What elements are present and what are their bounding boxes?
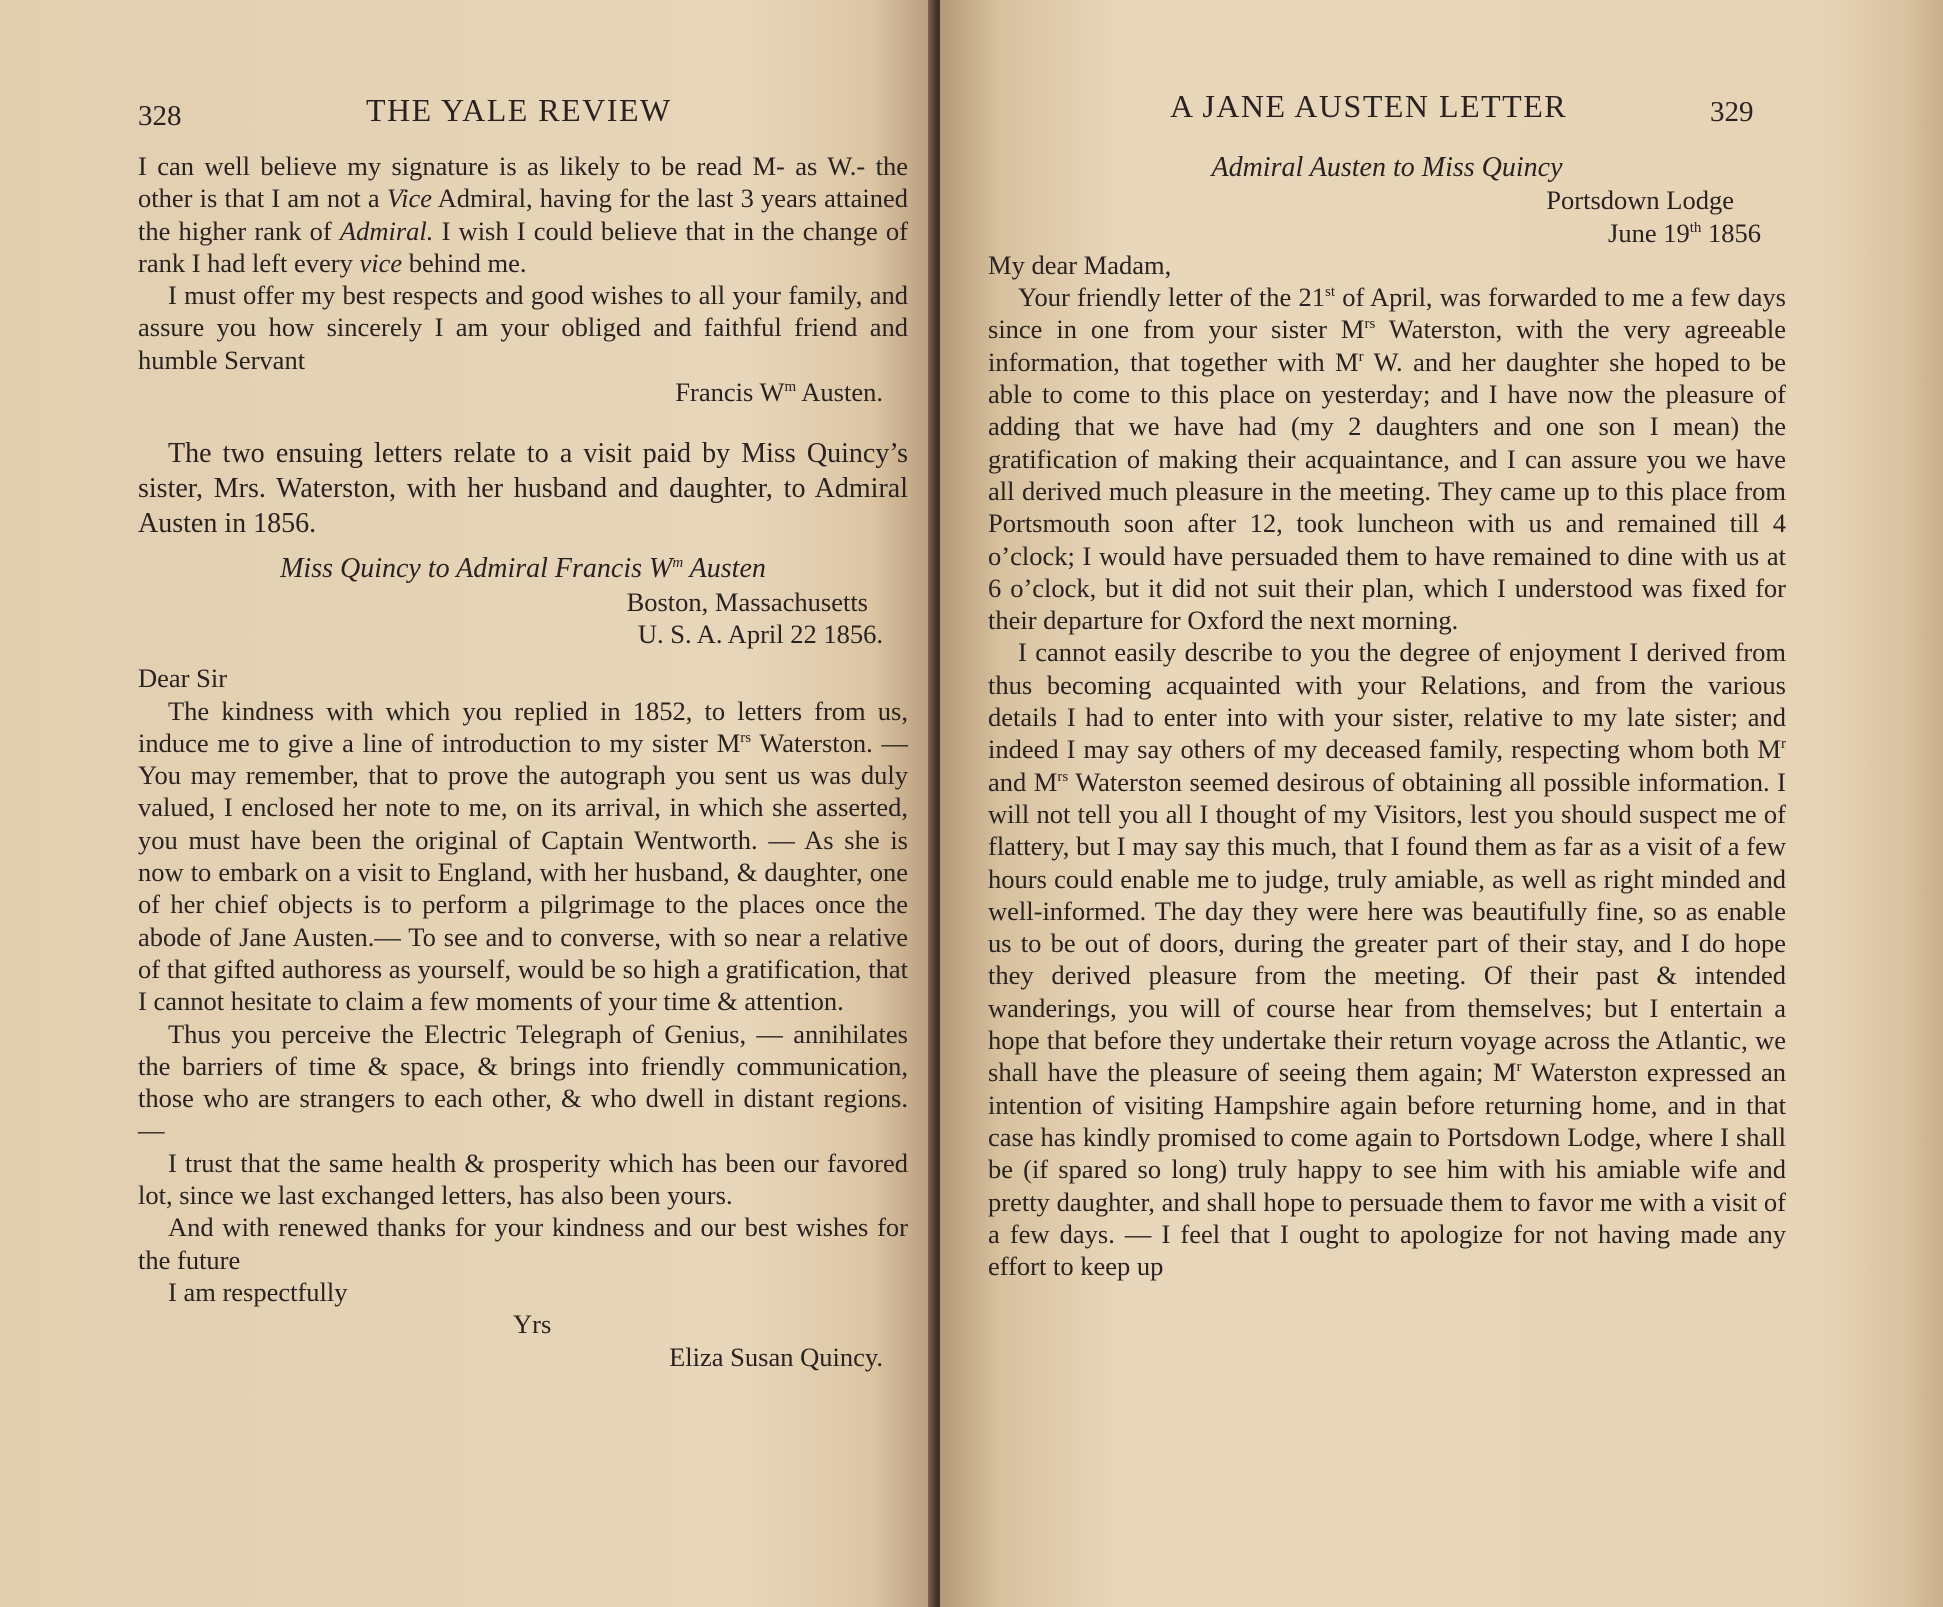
paragraph: I trust that the same health & prosperity which has been our favored lot, since we last exchanged letters, has also been yours. [138,1147,908,1211]
salutation: My dear Madam, [988,249,1172,280]
closing-yrs: Yrs [513,1309,552,1340]
page-number-right: 329 [1710,96,1754,128]
paragraph: I must offer my best respects and good wishes to all your family, and assure you how sincerely I am your obliged and faithful friend and humble Servant [138,280,908,375]
paragraph: And with renewed thanks for your kindness and our best wishes for the future [138,1212,908,1275]
closing: I am respectfully [168,1276,348,1307]
date-line: U. S. A. April 22 1856. [637,618,883,649]
paragraph: Your friendly letter of the 21st of April, was forwarded to me a few days since in one from your sister $M^{rs}$ Waterston, with the very agreeable information, that together with $M^r$ W. and her daughter she hoped to be able to come to this place on yesterday; and I have now the pleasure of adding that we have had (my 2 daughters and one son I mean) the gratification of making their acquaintance, and I can assure you we have all derived much pleasure in the meeting. They came up to this place from Portsmouth soon after 12, took luncheon with us and remained till 4 o’clock; I would have persuaded them to have remained to dine with us at 6 o’clock, but it did not suit their plan, which I understood was fixed for their departure for Oxford the next morning. [988,282,1786,636]
paragraph: I cannot easily describe to you the degree of enjoyment I derived from thus becoming acquainted with your Relations, and from the various details I had to enter into with your sister, relative to my late sister; and indeed I may say others of my deceased family, respecting whom both $M^r$ and $M^{rs}$ Waterston seemed desirous of obtaining all possible information. I will not tell you all I thought of my Visitors, lest you should suspect me of flattery, but I may say this much, that I found them as far as a visit of a few hours could enable me to judge, truly amiable, as well as right minded and well-informed. The day they were here was beautifully fine, so as enable us to be out of doors, during the greater part of their stay, and I do hope they derived pleasure from the meeting. Of their past & intended wanderings, you will of course hear from themselves; but I entertain a hope that before they undertake their return voyage across the Atlantic, we shall have the pleasure of seeing them again; $M^r$ Waterston expressed an intention of visiting Hampshire again before returning home, and in that case has kindly promised to come again to Portsdown Lodge, where I shall be (if spared so long) truly happy to see him with his amiable wife and pretty daughter, and shall hope to persuade them to favor me with a visit of a few days. — I feel that I ought to apologize for not having made any effort to keep up [988,637,1787,1282]
signature-quincy: Eliza Susan Quincy. [669,1341,883,1372]
left-page [0,0,935,1607]
date-line: June 19th 1856 [1608,217,1761,248]
right-page [940,0,1943,1607]
address-line: Portsdown Lodge [1546,185,1734,216]
paragraph: I can well believe my signature is as likely to be read M- as W.- the other is that I am not a Vice Admiral, having for the last 3 years attained the higher rank of Admiral. I wish I could believe that in the change of rank I had left every vice behind me. [138,151,909,278]
left-text-column [138,150,908,1373]
editor-intro: The two ensuing letters relate to a visit paid by Miss Quincy’s sister, Mrs. Waterston, with her husband and daughter, to Admiral Austen in 1856. [138,438,908,540]
right-text-column [988,152,1786,1282]
signature-austen: Francis $W^m$ Austen. [675,377,883,408]
running-head-left: THE YALE REVIEW [366,92,672,128]
address-line: Boston, Massachusetts [626,586,868,617]
paragraph: The kindness with which you replied in 1852, to letters from us, induce me to give a line of introduction to my sister $M^{rs}$ Waterston. — You may remember, that to prove the autograph you sent us was duly valued, I enclosed her note to me, on its arrival, in which she asserted, you must have been the original of Captain Wentworth. — As she is now to embark on a visit to England, with her husband, & daughter, one of her chief objects is to perform a pilgrimage to the places once the abode of Jane Austen.— To see and to converse, with so near a relative of that gifted authoress as yourself, would be so high a gratification, that I cannot hesitate to claim a few moments of your time & attention. [138,695,908,1017]
letter-heading-quincy: Miss Quincy to Admiral Francis $W^m$ Austen [280,553,766,585]
running-head-right: A JANE AUSTEN LETTER [1170,88,1568,124]
page-number-left: 328 [138,100,182,132]
letter-heading-austen: Admiral Austen to Miss Quincy [1211,152,1563,183]
salutation: Dear Sir [138,663,228,694]
paragraph: Thus you perceive the Electric Telegraph of Genius, — annihilates the barriers of time & space, & brings into friendly communication, those who are strangers to each other, & who dwell in distant regions. — [138,1018,908,1146]
